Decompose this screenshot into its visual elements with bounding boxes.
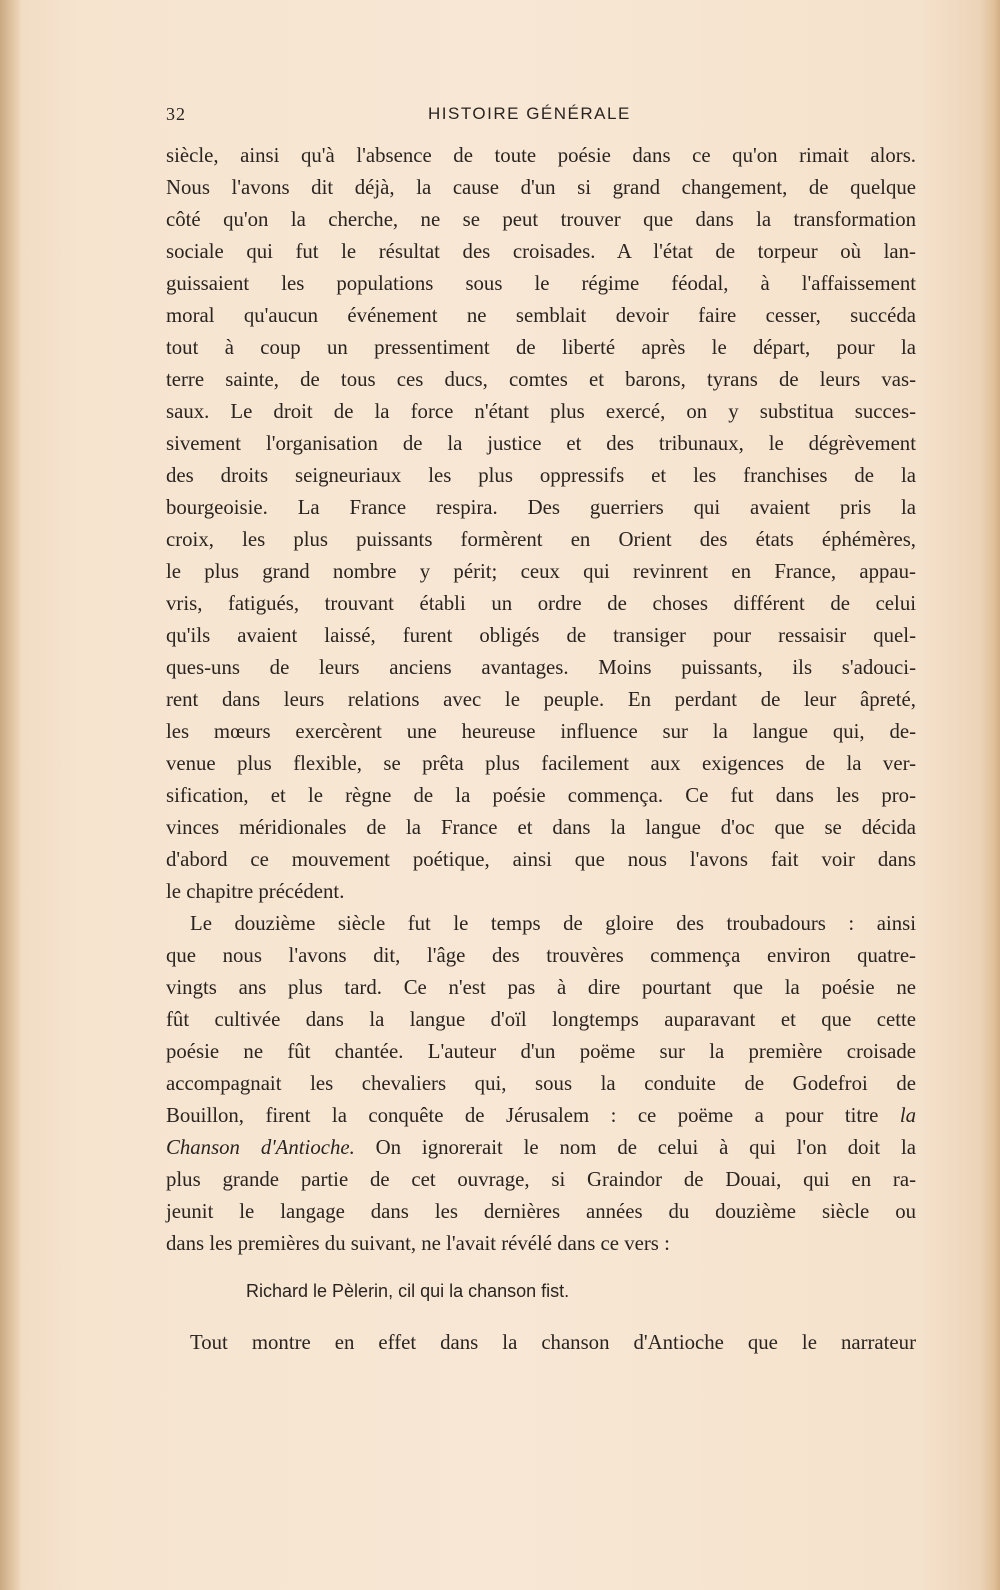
text-line-with-italic: [166, 1100, 916, 1132]
text-line: bourgeoisie. La France respira. Des guerriers qui avaient pris la: [166, 496, 916, 519]
page-gutter-shadow: [0, 0, 22, 1590]
text-line: Tout montre en effet dans la chanson d'Antioche que le narrateur: [190, 1331, 916, 1354]
text-line: accompagnait les chevaliers qui, sous la conduite de Godefroi de: [166, 1072, 916, 1095]
italic-title-start: la: [899, 1104, 916, 1127]
text-line: d'abord ce mouvement poétique, ainsi que nous l'avons fait voir dans: [166, 848, 916, 871]
text-line: sification, et le règne de la poésie commença. Ce fut dans les pro-: [166, 784, 916, 807]
text-line: plus grande partie de cet ouvrage, si Graindor de Douai, qui en ra-: [166, 1168, 916, 1191]
text-line: Le douzième siècle fut le temps de gloire des troubadours : ainsi: [190, 912, 916, 935]
text-line-with-italic: [166, 1132, 916, 1164]
text-line: croix, les plus puissants formèrent en Orient des états éphémères,: [166, 528, 916, 551]
text-line: sociale qui fut le résultat des croisades. A l'état de torpeur où lan-: [166, 240, 916, 263]
running-head: [166, 104, 916, 128]
page-edge-shadow: [980, 0, 1000, 1590]
quoted-verse: Richard le Pèlerin, cil qui la chanson fist.: [246, 1281, 570, 1301]
text-line: que nous l'avons dit, l'âge des trouvères commença environ quatre-: [166, 944, 916, 967]
text-line: les mœurs exercèrent une heureuse influence sur la langue qui, de-: [166, 720, 916, 743]
text-line: guissaient les populations sous le régime féodal, à l'affaissement: [166, 272, 916, 295]
text-line: Nous l'avons dit déjà, la cause d'un si grand changement, de quelque: [166, 176, 916, 199]
text-line: le chapitre précédent.: [166, 880, 345, 903]
text-line: tout à coup un pressentiment de liberté après le départ, pour la: [166, 336, 916, 359]
body-text-continued: [166, 1327, 916, 1359]
page-number: 32: [166, 104, 186, 124]
text-line: siècle, ainsi qu'à l'absence de toute poésie dans ce qu'on rimait alors.: [166, 144, 916, 167]
text-line: rent dans leurs relations avec le peuple. En perdant de leur âpreté,: [166, 688, 916, 711]
text-line: vinces méridionales de la France et dans la langue d'oc que se décida: [166, 816, 916, 839]
text-line: fût cultivée dans la langue d'oïl longtemps auparavant et que cette: [166, 1008, 916, 1031]
text-line: poésie ne fût chantée. L'auteur d'un poëme sur la première croisade: [166, 1040, 916, 1063]
text-line: qu'ils avaient laissé, furent obligés de transiger pour ressaisir quel-: [166, 624, 916, 647]
text-line: venue plus flexible, se prêta plus facilement aux exigences de la ver-: [166, 752, 916, 775]
running-title: HISTOIRE GÉNÉRALE: [428, 104, 631, 123]
text-line: vris, fatigués, trouvant établi un ordre de choses différent de celui: [166, 592, 916, 615]
text-line: terre sainte, de tous ces ducs, comtes et barons, tyrans de leurs vas-: [166, 368, 916, 391]
text-line-roman-part: Bouillon, firent la conquête de Jérusalem : ce poëme a pour titre: [166, 1104, 900, 1127]
text-line: côté qu'on la cherche, ne se peut trouver que dans la transformation: [166, 208, 916, 231]
text-line: saux. Le droit de la force n'étant plus exercé, on y substitua succes-: [166, 400, 916, 423]
text-line: jeunit le langage dans les dernières années du douzième siècle ou: [166, 1200, 916, 1223]
text-line-roman-part: On ignorerait le nom de celui à qui l'on doit la: [354, 1136, 916, 1159]
text-line: dans les premières du suivant, ne l'avait révélé dans ce vers :: [166, 1232, 670, 1255]
text-line: ques-uns de leurs anciens avantages. Moins puissants, ils s'adouci-: [166, 656, 916, 679]
text-line: vingts ans plus tard. Ce n'est pas à dire pourtant que la poésie ne: [166, 976, 916, 999]
text-line: le plus grand nombre y périt; ceux qui revinrent en France, appau-: [166, 560, 916, 583]
text-line: sivement l'organisation de la justice et des tribunaux, le dégrèvement: [166, 432, 916, 455]
text-line: des droits seigneuriaux les plus oppressifs et les franchises de la: [166, 464, 916, 487]
body-text: [166, 140, 916, 1260]
italic-title-end: Chanson d'Antioche.: [166, 1136, 355, 1159]
text-line: moral qu'aucun événement ne semblait devoir faire cesser, succéda: [166, 304, 916, 327]
